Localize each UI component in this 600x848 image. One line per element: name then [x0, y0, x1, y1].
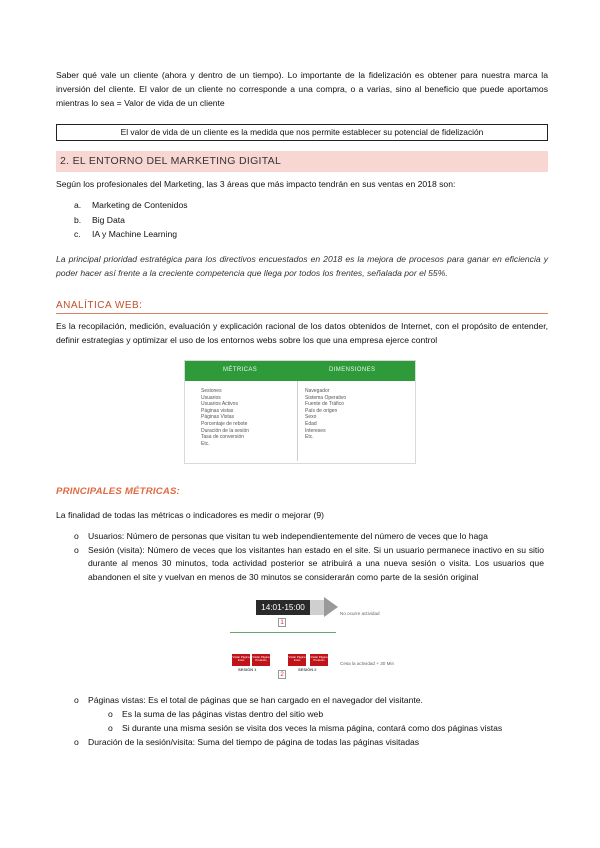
list-text: Es la suma de las páginas vistas dentro del sitio web	[122, 709, 324, 719]
divider	[56, 313, 548, 314]
table-cell: Sexo	[305, 414, 317, 421]
table-divider	[297, 381, 298, 461]
table-cell: Sesiones	[201, 388, 222, 394]
page-visit-box: Visitar Página Producto	[310, 654, 328, 666]
timeline-band	[310, 600, 324, 615]
time-range-label: 14:01-15:00	[256, 600, 310, 615]
intro-paragraph: Saber qué vale un cliente (ahora y dentro de un tiempo). Lo importante de la fidelización es obtener para nuestra marca la inversión del cliente. El valor de un cliente no corresponde a una compra, o a varias, sino al beneficio que puede aportamos mientras lo sea = Valor de vida de un cliente	[56, 70, 548, 108]
table-cell: Edad	[305, 420, 317, 427]
bullet-marker: o	[74, 544, 79, 555]
list-item	[108, 708, 502, 722]
list-text: Si durante una misma sesión se visita dos veces la misma página, contará como dos páginas vistas	[122, 722, 503, 733]
table-cell: Usuarios Activos	[201, 401, 238, 408]
table-cell: Etc.	[201, 440, 210, 447]
principales-title: PRINCIPALES MÉTRICAS:	[56, 486, 180, 497]
table-cell: Navegador	[305, 388, 330, 394]
table-header-dimensiones: DIMENSIONES	[329, 367, 376, 373]
list-marker: c.	[74, 229, 81, 239]
list-item	[74, 198, 188, 213]
table-cell: País de origen	[305, 407, 338, 414]
table-cell: Tasa de conversión	[201, 434, 245, 441]
list-text: Duración de la sesión/visita: Suma del tiempo de página de todas las páginas visitadas	[88, 737, 420, 747]
list-item	[74, 736, 544, 750]
list-item	[108, 722, 502, 736]
list-item	[74, 227, 188, 242]
principales-intro: La finalidad de todas las métricas o indicadores es medir o mejorar (9)	[56, 510, 324, 520]
session-diagram	[228, 594, 428, 684]
list-item	[74, 544, 544, 585]
list-text: Usuarios: Número de personas que visitan tu web independientemente del número de veces que lo haga	[88, 531, 488, 541]
bullet-list	[74, 736, 544, 750]
page-visit-box: Visitar Página Producto	[252, 654, 270, 666]
section-lead: Según los profesionales del Marketing, las 3 áreas que más impacto tendrán en sus ventas en 2018 son:	[56, 179, 456, 189]
bullet-marker: o	[108, 722, 113, 733]
bullet-marker: o	[74, 737, 79, 747]
table-cell: Usuarios	[201, 394, 221, 401]
bullet-marker: o	[74, 695, 79, 705]
table-cell: Intereses	[305, 427, 326, 434]
list-text: Big Data	[92, 214, 125, 225]
diagram-label-1: No ocurre actividad	[340, 611, 380, 616]
page-visit-box: Visitar Página Inicio	[288, 654, 306, 666]
bullet-list	[74, 530, 544, 584]
list-text: IA y Machine Learning	[92, 229, 178, 239]
table-cell: Etc.	[305, 434, 314, 441]
list-item	[74, 530, 544, 544]
arrow-icon	[324, 597, 338, 617]
dimensiones-column	[305, 388, 346, 441]
session-label-1: SESIÓN 1	[238, 667, 257, 672]
metrics-dimensions-table	[184, 360, 416, 464]
list-text: Páginas vistas: Es el total de páginas que se han cargado en el navegador del visitante.	[88, 695, 423, 705]
section-title: 2. EL ENTORNO DEL MARKETING DIGITAL	[60, 155, 282, 167]
table-header-metricas: MÉTRICAS	[223, 367, 258, 373]
table-cell: Fuente de Tráfico	[305, 401, 344, 408]
italic-paragraph: La principal prioridad estratégica para los directivos encuestados en 2018 es la mejora de procesos para ganar en eficiencia y poder hacer así frente a la creciente competencia que llega por todos los frentes, señalada por el 55%.	[56, 254, 548, 278]
table-cell: Duración de la sesión	[201, 427, 250, 434]
page-visit-box: Visitar Página Inicio	[232, 654, 250, 666]
diagram-number-2: 2	[278, 670, 286, 679]
list-marker: a.	[74, 200, 82, 210]
list-item	[74, 213, 188, 228]
table-cell: Páginas Vistas	[201, 414, 234, 421]
diagram-label-2: Cesa la actividad + 30 Min	[340, 661, 395, 666]
session-label-2: SESIÓN 2	[298, 667, 317, 672]
table-cell: Páginas vistas	[201, 407, 234, 414]
bullet-marker: o	[74, 531, 79, 541]
divider	[230, 632, 336, 633]
table-cell: Sistema Operativo	[305, 394, 347, 401]
metricas-column	[201, 388, 249, 447]
analitica-title: ANALÍTICA WEB:	[56, 300, 143, 311]
areas-list	[74, 198, 188, 242]
highlight-box: El valor de vida de un cliente es la medida que nos permite establecer su potencial de fidelización	[56, 124, 548, 141]
bullet-marker: o	[108, 709, 113, 719]
diagram-number-1: 1	[278, 618, 286, 627]
sub-bullet-list	[108, 708, 502, 735]
table-header	[185, 361, 415, 381]
table-cell: Porcentaje de rebote	[201, 420, 248, 427]
list-text: Sesión (visita): Número de veces que los visitantes han estado en el site. Si un usuario permanece inactivo en su sitio durante al menos 30 minutos, toda actividad posterior se atribuirá a una nueva sesión o visita. Los usuarios que abandonen el site y vuelvan en menos de 30 minutos se considerarán como parte de la sesión original	[88, 544, 544, 582]
analitica-paragraph: Es la recopilación, medición, evaluación y explicación racional de los datos obtenidos de Internet, con el propósito de entender, definir estrategias y optimizar el uso de los entornos webs sobre los que una empresa ejerce control	[56, 321, 548, 345]
list-item	[74, 694, 544, 708]
list-marker: b.	[74, 214, 82, 225]
list-text: Marketing de Contenidos	[92, 200, 188, 210]
bullet-list	[74, 694, 544, 708]
